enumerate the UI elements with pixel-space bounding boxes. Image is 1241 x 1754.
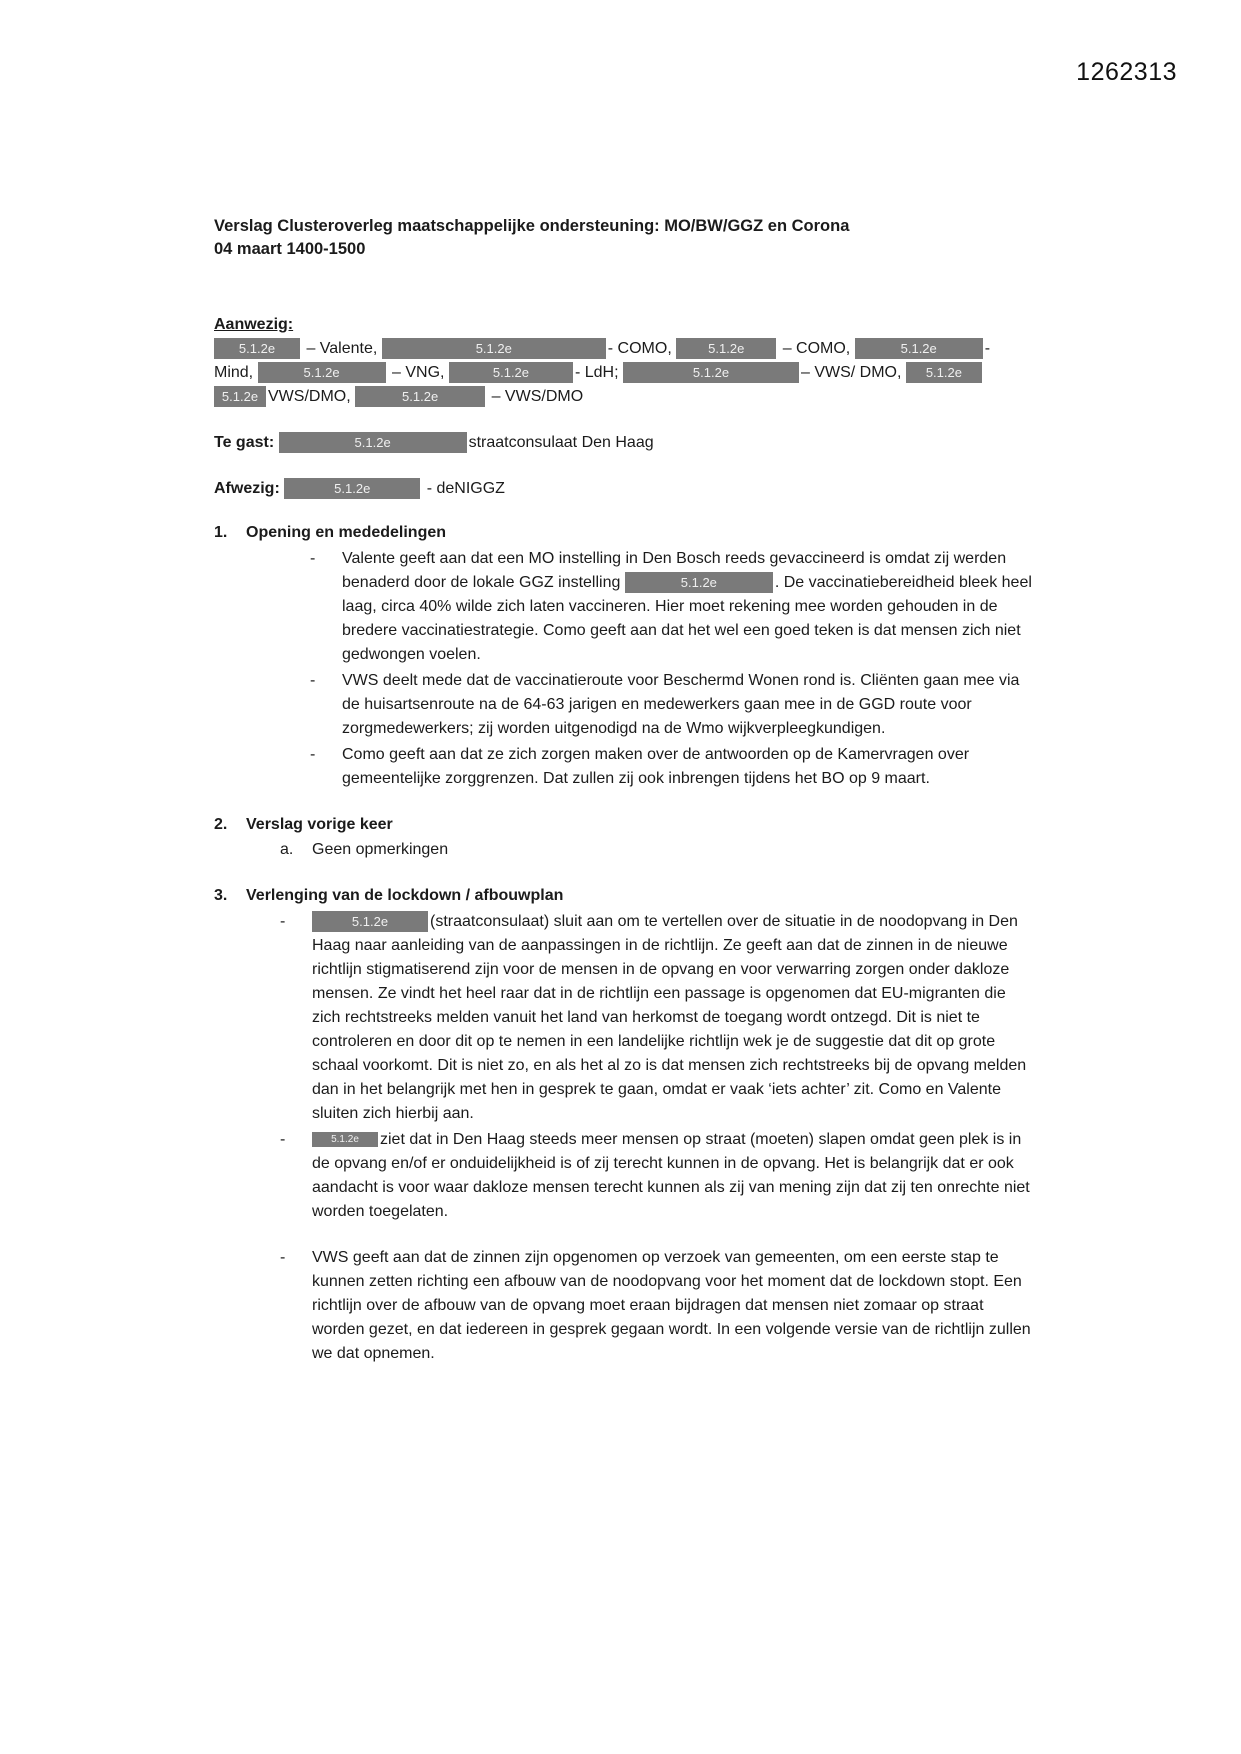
document-title: Verslag Clusteroverleg maatschappelijke ondersteuning: MO/BW/GGZ en Corona xyxy=(214,217,850,235)
document-page xyxy=(214,215,1034,1366)
redaction-box: 5.1.2e xyxy=(855,338,983,359)
attendee-org: – VWS/DMO xyxy=(491,388,584,405)
te-gast-line xyxy=(214,431,1034,455)
aanwezig-line-3 xyxy=(214,385,1034,409)
list-item: - VWS geeft aan dat de zinnen zijn opgenomen op verzoek van gemeenten, om een eerste stap te kunnen zetten richting een afbouw van de noodopvang voor het moment dat de lockdown stopt. Een richtlijn over de afbouw van de opvang moet eraan bijdragen dat mensen niet zomaar op straat worden gezet, en dat iedereen in gesprek gegaan wordt. In een volgende versie van de richtlijn zullen we dat opnemen. xyxy=(280,1249,1031,1362)
attendee-org: – COMO, xyxy=(782,340,851,357)
section-3-list xyxy=(214,910,1034,1366)
section-heading: 1. Opening en mededelingen xyxy=(214,524,447,541)
attendee-org: - COMO, xyxy=(607,340,672,357)
attendee-org: – VWS/ DMO, xyxy=(800,364,902,381)
redaction-box: 5.1.2e xyxy=(625,572,773,593)
attendee-org: Mind, xyxy=(214,364,254,381)
redaction-box: 5.1.2e xyxy=(214,338,300,359)
list-item: - Valente geeft aan dat een MO instelling in Den Bosch reeds gevaccineerd is omdat zij werden benaderd door de lokale GGZ instelling 5.1.2e . De vaccinatiebereidheid bleek heel laag, circa 40% wilde zich laten vaccineren. Hier moet rekening mee worden gehouden in de bredere vaccinatiestrategie. Como geeft aan dat het wel een goed teken is dat mensen zich niet gedwongen voelen. xyxy=(310,550,1032,663)
attendee-org: - LdH; xyxy=(574,364,619,381)
attendee-org: - xyxy=(984,340,991,357)
redaction-box: 5.1.2e xyxy=(676,338,776,359)
redaction-box: 5.1.2e xyxy=(279,432,467,453)
redaction-box: 5.1.2e xyxy=(284,478,420,499)
section-heading: 2. Verslag vorige keer xyxy=(214,816,393,833)
aanwezig-line-2 xyxy=(214,361,1034,385)
section-1-list xyxy=(214,547,1034,791)
redaction-box: 5.1.2e xyxy=(312,911,428,932)
list-item: - 5.1.2e ziet dat in Den Haag steeds meer mensen op straat (moeten) slapen omdat geen plek is in de opvang en/of er onduidelijkheid is of zij terecht kunnen in de opvang. Het is belangrijk dat er ook aandacht is voor waar dakloze mensen terecht kunnen als zij van mening zijn dat zij ten onrechte niet worden toegelaten. xyxy=(280,1131,1030,1220)
section-heading: 3. Verlenging van de lockdown / afbouwplan xyxy=(214,887,564,904)
afwezig-line xyxy=(214,477,1034,501)
list-item: - Como geeft aan dat ze zich zorgen maken over de antwoorden op de Kamervragen over gemeentelijke zorggrenzen. Dat zullen zij ook inbrengen tijdens het BO op 9 maart. xyxy=(310,746,970,787)
attendee-org: – Valente, xyxy=(306,340,378,357)
section-title: Opening en mededelingen xyxy=(246,524,447,541)
document-number: 1262313 xyxy=(1076,58,1177,86)
redaction-box: 5.1.2e xyxy=(258,362,386,383)
redaction-box: 5.1.2e xyxy=(382,338,606,359)
list-item: a. Geen opmerkingen xyxy=(280,841,449,858)
meeting-date: 04 maart 1400-1500 xyxy=(214,240,366,258)
afwezig-text: - deNIGGZ xyxy=(426,480,505,497)
redaction-box: 5.1.2e xyxy=(355,386,485,407)
aanwezig-line-1 xyxy=(214,337,1034,361)
redaction-box: 5.1.2e xyxy=(312,1132,378,1147)
list-item: - VWS deelt mede dat de vaccinatieroute voor Beschermd Wonen rond is. Cliënten gaan mee via de huisartsenroute na de 64-63 jarigen en medewerkers gaan mee in de GGD route voor zorgmedewerkers; zij worden uitgenodigd na de Wmo wijkverpleegkundigen. xyxy=(310,672,1020,737)
section-title: Verslag vorige keer xyxy=(246,816,393,833)
aanwezig-label: Aanwezig: xyxy=(214,316,294,333)
section-title: Verlenging van de lockdown / afbouwplan xyxy=(246,887,564,904)
attendee-org: VWS/DMO, xyxy=(268,388,351,405)
list-item: - 5.1.2e (straatconsulaat) sluit aan om te vertellen over de situatie in de noodopvang in Den Haag naar aanleiding van de aanpassingen in de richtlijn. Ze geeft aan dat de zinnen in de nieuwe richtlijn stigmatiserend zijn voor de mensen in de opvang en voor verwarring zorgen onder dakloze mensen. Ze vindt het heel raar dat in de richtlijn een passage is opgenomen dat EU-migranten die zich rechtstreeks melden vanuit het land van herkomst de toegang wordt ontzegd. Dit is niet te controleren en door dit op te nemen in een landelijke richtlijn wek je de suggestie dat dit op grote schaal voorkomt. Dit is niet zo, en als het al zo is dat mensen zich rechtstreeks bij de opvang melden dan in het belangrijk met hen in gesprek te gaan, omdat er vaak ‘iets achter’ zit. Como en Valente sluiten zich hierbij aan. xyxy=(280,913,1027,1122)
attendee-org: – VNG, xyxy=(392,364,445,381)
te-gast-text: straatconsulaat Den Haag xyxy=(468,434,654,451)
redaction-box: 5.1.2e xyxy=(214,386,266,407)
te-gast-label: Te gast: xyxy=(214,434,275,451)
redaction-box: 5.1.2e xyxy=(623,362,799,383)
redaction-box: 5.1.2e xyxy=(906,362,982,383)
redaction-box: 5.1.2e xyxy=(449,362,573,383)
afwezig-label: Afwezig: xyxy=(214,480,280,497)
